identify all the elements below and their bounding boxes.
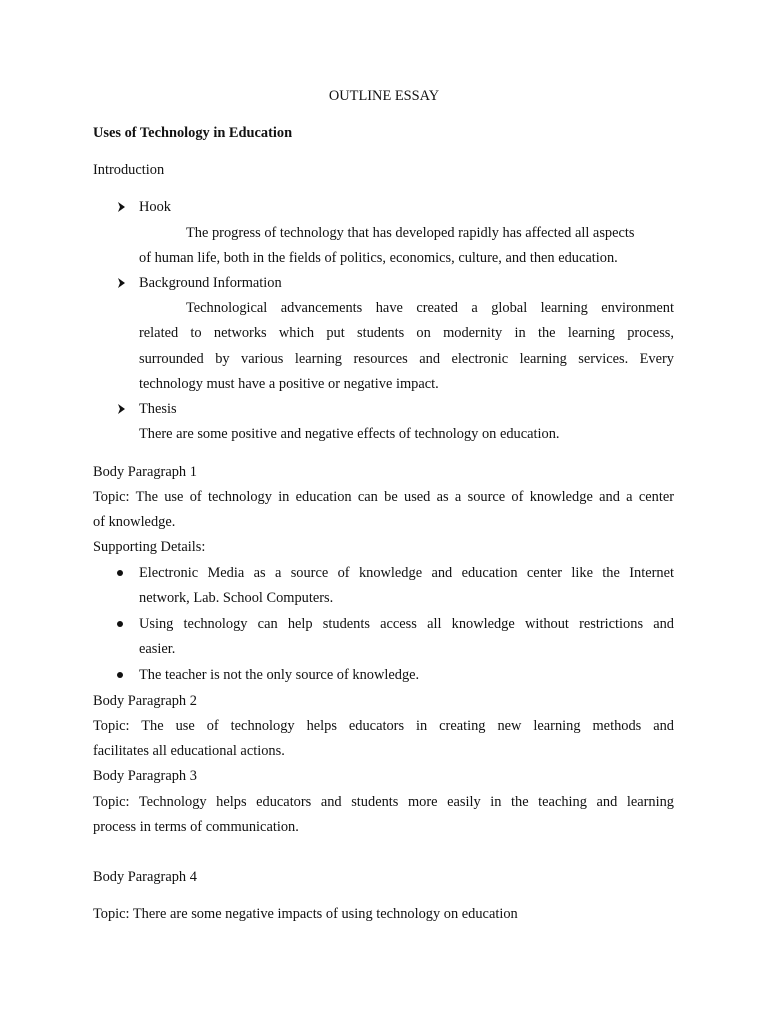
hook-text-line: of human life, both in the fields of politics, economics, culture, and then education.	[139, 250, 618, 266]
body1-heading: Body Paragraph 1	[93, 464, 197, 480]
thesis-text-line: There are some positive and negative effects of technology on education.	[139, 426, 560, 442]
hook-text-line: The progress of technology that has developed rapidly has affected all aspects	[186, 225, 635, 241]
body3-topic-line: process in terms of communication.	[93, 819, 299, 835]
arrowhead-bullet-icon	[116, 198, 130, 216]
body1-topic-line: Topic: The use of technology in education can be used as a source of knowledge and a center	[93, 489, 674, 505]
detail-text-line: The teacher is not the only source of knowledge.	[139, 667, 420, 683]
round-bullet-icon	[117, 570, 123, 576]
background-label: Background Information	[139, 275, 282, 291]
detail-text-line: network, Lab. School Computers.	[139, 590, 334, 606]
background-text-line: technology must have a positive or negative impact.	[139, 376, 439, 392]
body1-topic-line: of knowledge.	[93, 514, 176, 530]
body3-heading: Body Paragraph 3	[93, 768, 197, 784]
document-title: OUTLINE ESSAY	[328, 88, 440, 104]
detail-text-line: Electronic Media as a source of knowledge and education center like the Internet	[139, 565, 674, 581]
background-text-line: Technological advancements have created a global learning environment	[186, 300, 674, 316]
hook-label: Hook	[139, 199, 171, 215]
body4-heading: Body Paragraph 4	[93, 869, 197, 885]
introduction-heading: Introduction	[93, 162, 165, 178]
body2-topic-line: Topic: The use of technology helps educators in creating new learning methods and	[93, 718, 674, 734]
body4-topic-line: Topic: There are some negative impacts of using technology on education	[93, 906, 518, 922]
detail-text-line: Using technology can help students access all knowledge without restrictions and	[139, 616, 674, 632]
detail-text-line: easier.	[139, 641, 176, 657]
round-bullet-icon	[117, 621, 123, 627]
background-text-line: surrounded by various learning resources and electronic learning services. Every	[139, 351, 674, 367]
background-text-line: related to networks which put students on modernity in the learning process,	[139, 325, 674, 341]
document-subtitle: Uses of Technology in Education	[93, 125, 293, 141]
supporting-details-label: Supporting Details:	[93, 539, 206, 555]
round-bullet-icon	[117, 672, 123, 678]
body2-topic-line: facilitates all educational actions.	[93, 743, 285, 759]
arrowhead-bullet-icon	[116, 274, 130, 292]
body2-heading: Body Paragraph 2	[93, 693, 197, 709]
body3-topic-line: Topic: Technology helps educators and students more easily in the teaching and learning	[93, 794, 674, 810]
arrowhead-bullet-icon	[116, 400, 130, 418]
thesis-label: Thesis	[139, 401, 177, 417]
